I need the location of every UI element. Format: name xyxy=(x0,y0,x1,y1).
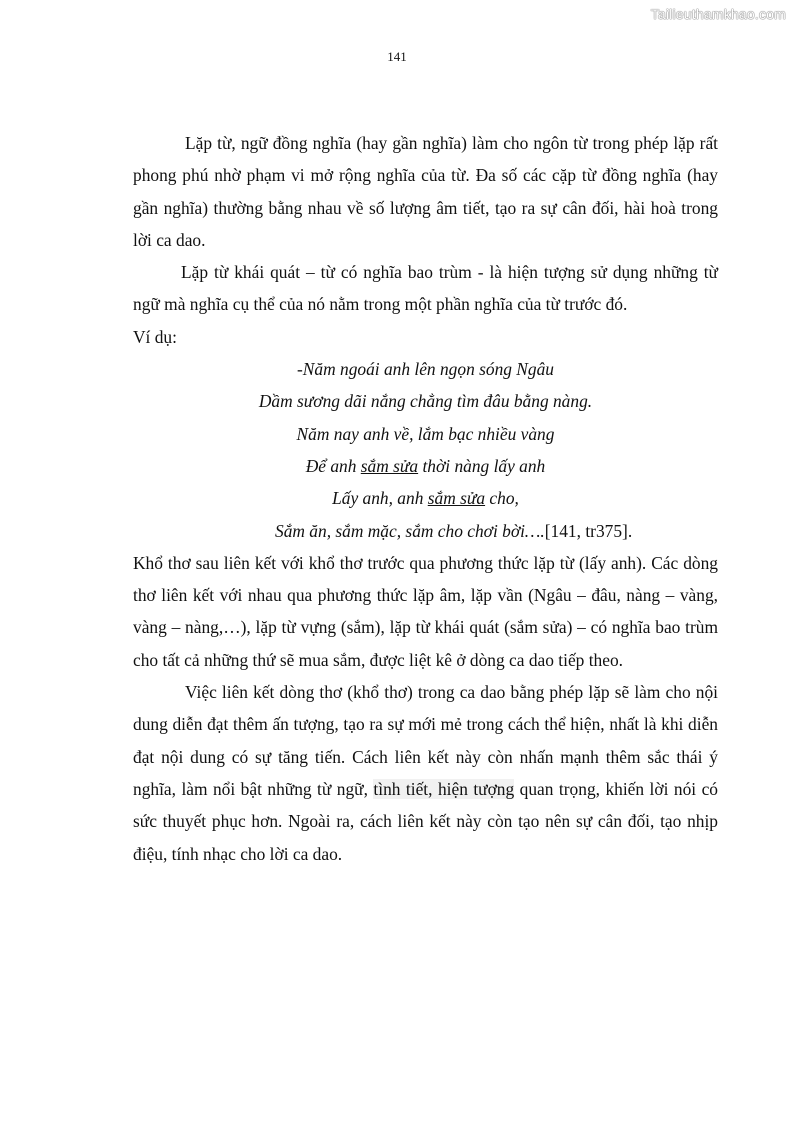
poem-text: Sắm ăn, sắm mặc, sắm cho chơi bời…. xyxy=(275,520,545,541)
poem-line xyxy=(133,515,718,547)
paragraph-text: quan trọng, khiến lời nói có sức thuyết phục hơn. Ngoài ra, cách liên kết này còn tạo nên sự cân đối, tạo nhịp điệu, tính nhạc cho lời ca dao. xyxy=(133,778,718,864)
poem-line xyxy=(133,450,718,482)
paragraph-synonym-repetition: Lặp từ, ngữ đồng nghĩa (hay gần nghĩa) làm cho ngôn từ trong phép lặp rất phong phú nhờ phạm vi mở rộng nghĩa của từ. Đa số các cặp từ đồng nghĩa (hay gần nghĩa) thường bằng nhau về số lượng âm tiết, tạo ra sự cân đối, hài hoà trong lời ca dao. xyxy=(133,133,718,250)
poem-text: thời nàng lấy anh xyxy=(418,455,546,476)
watermark: Tailieuthamkhao.com xyxy=(650,6,786,22)
citation: [141, tr375]. xyxy=(544,520,633,541)
poem-text: cho, xyxy=(485,488,519,509)
paragraph-analysis: Khổ thơ sau liên kết với khổ thơ trước qua phương thức lặp từ (lấy anh). Các dòng thơ liên kết với nhau qua phương thức lặp âm, lặp vần (Ngâu – đâu, nàng – vàng, vàng – nàng,…), lặp từ vựng (sắm), lặp từ khái quát (sắm sửa) – có nghĩa bao trùm cho tất cả những thứ sẽ mua sắm, được liệt kê ở dòng ca dao tiếp theo. xyxy=(133,552,718,670)
example-label: Ví dụ: xyxy=(133,326,177,347)
paragraph-conclusion xyxy=(133,676,718,870)
document-body xyxy=(133,127,718,870)
poem-text: Để anh xyxy=(305,455,361,476)
paragraph-general-word-repetition: Lặp từ khái quát – từ có nghĩa bao trùm - là hiện tượng sử dụng những từ ngữ mà nghĩa cụ thể của nó nằm trong một phần nghĩa của từ trước đó. xyxy=(133,262,718,315)
poem-line: Năm nay anh về, lắm bạc nhiều vàng xyxy=(296,423,555,444)
poem-excerpt xyxy=(133,353,718,547)
underlined-phrase: sắm sửa xyxy=(360,455,419,476)
poem-text: Lấy anh, anh xyxy=(332,488,428,509)
highlighted-phrase: tình tiết, hiện tượng xyxy=(373,778,515,799)
paragraph-text: Việc liên kết dòng thơ (khổ thơ) trong ca dao bằng phép lặp sẽ làm cho nội dung diễn đạt thêm ấn tượng, tạo ra sự mới mẻ trong cách thể hiện, nhất là khi diễn đạt nội dung có sự tăng tiến. Cách liên kết này còn nhấn mạnh thêm sắc thái ý nghĩa, làm nổi bật những từ ngữ, xyxy=(133,682,718,799)
page-number: 141 xyxy=(387,49,407,64)
poem-line xyxy=(133,482,718,514)
poem-line: Dầm sương dãi nắng chẳng tìm đâu bằng nàng. xyxy=(258,391,593,412)
underlined-phrase: sắm sửa xyxy=(427,488,486,509)
poem-line: -Năm ngoái anh lên ngọn sóng Ngâu xyxy=(297,359,554,380)
